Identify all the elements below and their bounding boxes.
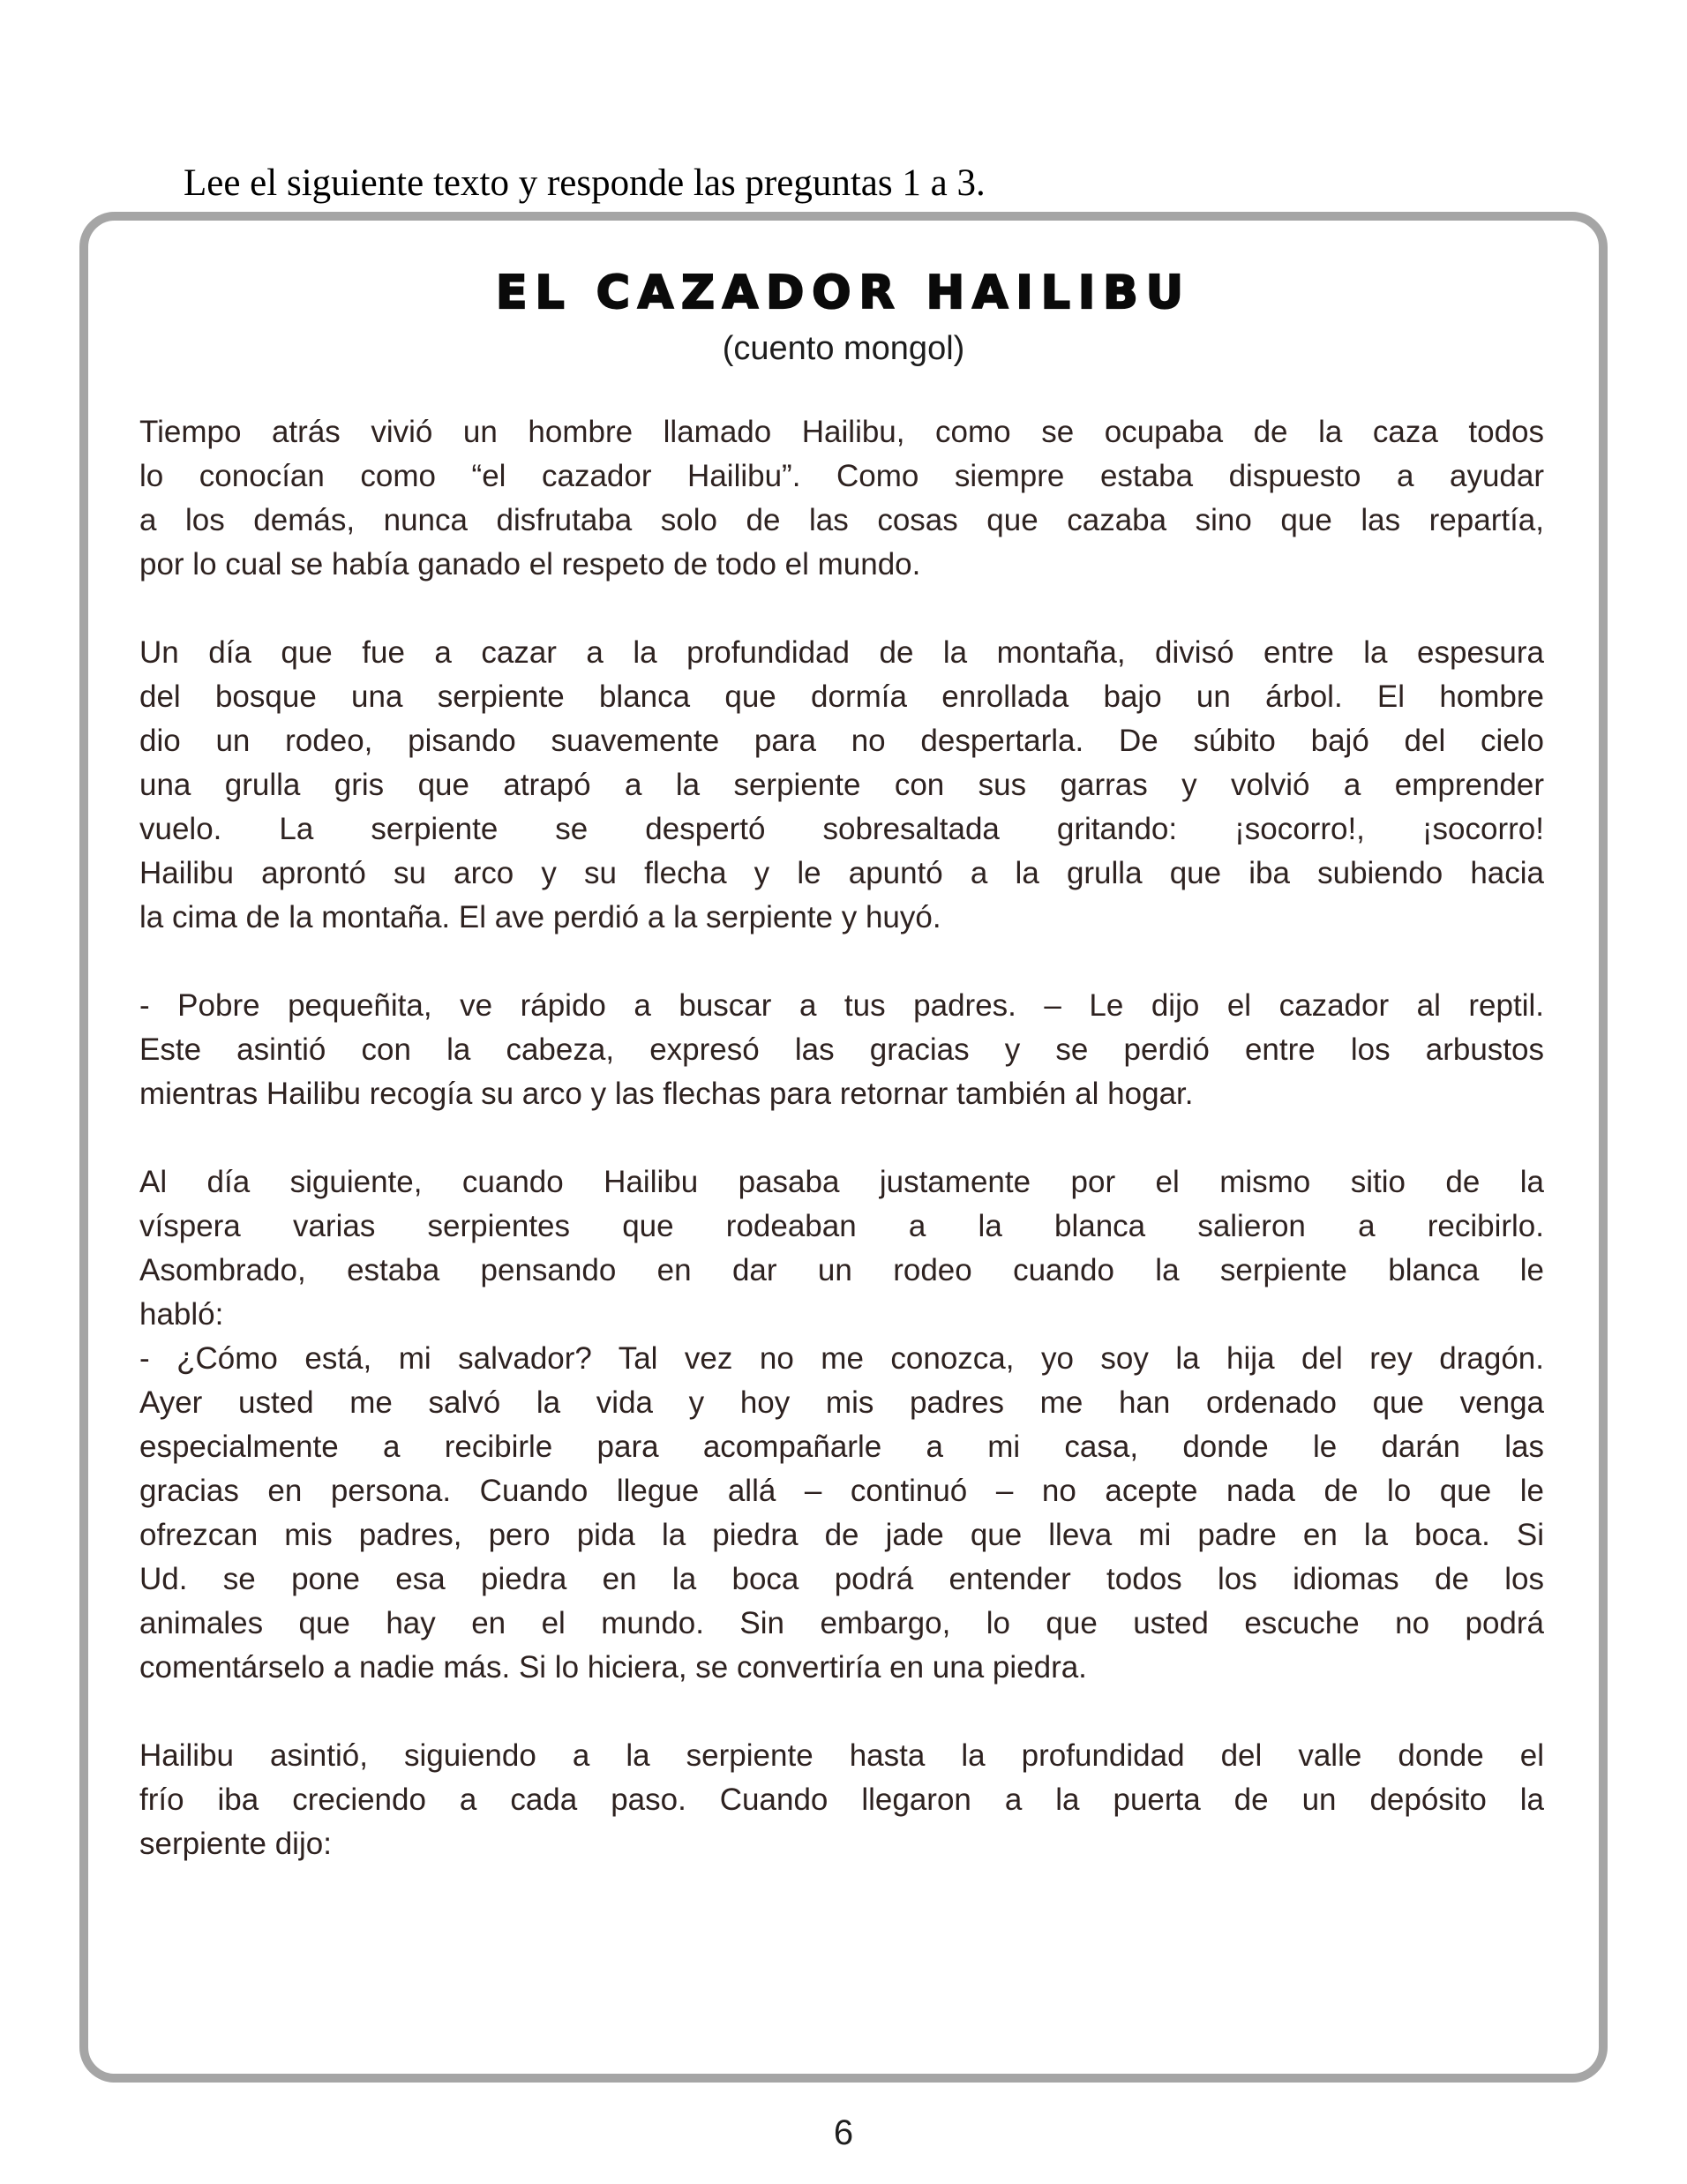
story-line: habló:	[139, 1297, 224, 1332]
story-line: mientras Hailibu recogía su arco y las flechas para retornar también al hogar.	[139, 1077, 1194, 1111]
story-line: Un día que fue a cazar a la profundidad de la montaña, divisó entre la espesura	[139, 635, 1544, 670]
instruction-text: Lee el siguiente texto y responde las preguntas 1 a 3.	[184, 162, 986, 204]
story-line: del bosque una serpiente blanca que dormía enrollada bajo un árbol. El hombre	[139, 679, 1544, 714]
story-line: comentárselo a nadie más. Si lo hiciera, se convertiría en una piedra.	[139, 1650, 1087, 1685]
story-paragraph	[139, 1160, 1544, 1337]
story-paragraphs	[139, 410, 1544, 1866]
story-line: Asombrado, estaba pensando en dar un rodeo cuando la serpiente blanca le	[139, 1253, 1544, 1287]
story-line: dio un rodeo, pisando suavemente para no despertarla. De súbito bajó del cielo	[139, 724, 1544, 758]
story-box	[79, 212, 1608, 2083]
story-line: Hailibu asintió, siguiendo a la serpiente hasta la profundidad del valle donde el	[139, 1738, 1544, 1773]
story-line: ofrezcan mis padres, pero pida la piedra de jade que lleva mi padre en la boca. Si	[139, 1518, 1544, 1552]
story-line: serpiente dijo:	[139, 1827, 332, 1861]
story-line: Hailibu aprontó su arco y su flecha y le apuntó a la grulla que iba subiendo hacia	[139, 856, 1544, 890]
story-line: vuelo. La serpiente se despertó sobresaltada gritando: ¡socorro!, ¡socorro!	[139, 812, 1544, 846]
story-line: por lo cual se había ganado el respeto de todo el mundo.	[139, 547, 921, 582]
story-line: Ayer usted me salvó la vida y hoy mis padres me han ordenado que venga	[139, 1385, 1544, 1420]
story-line: frío iba creciendo a cada paso. Cuando llegaron a la puerta de un depósito la	[139, 1782, 1544, 1817]
story-line: - ¿Cómo está, mi salvador? Tal vez no me conozca, yo soy la hija del rey dragón.	[139, 1341, 1544, 1376]
story-line: Este asintió con la cabeza, expresó las gracias y se perdió entre los arbustos	[139, 1032, 1544, 1067]
story-subtitle: (cuento mongol)	[722, 330, 965, 367]
story-line: Tiempo atrás vivió un hombre llamado Hailibu, como se ocupaba de la caza todos	[139, 415, 1544, 449]
story-line: especialmente a recibirle para acompañarle a mi casa, donde le darán las	[139, 1430, 1544, 1464]
story-paragraph	[139, 410, 1544, 587]
story-line: a los demás, nunca disfrutaba solo de las cosas que cazaba sino que las repartía,	[139, 503, 1544, 537]
story-line: la cima de la montaña. El ave perdió a la serpiente y huyó.	[139, 900, 941, 934]
story-line: Ud. se pone esa piedra en la boca podrá entender todos los idiomas de los	[139, 1562, 1544, 1596]
story-paragraph	[139, 984, 1544, 1116]
page-number: 6	[833, 2113, 854, 2152]
story-title: EL CAZADOR HAILIBU	[495, 266, 1192, 319]
story-line: lo conocían como “el cazador Hailibu”. Como siempre estaba dispuesto a ayudar	[139, 459, 1544, 493]
story-line: una grulla gris que atrapó a la serpiente con sus garras y volvió a emprender	[139, 768, 1544, 802]
story-line: gracias en persona. Cuando llegue allá – continuó – no acepte nada de lo que le	[139, 1474, 1544, 1508]
story-paragraph	[139, 1734, 1544, 1866]
story-line: Al día siguiente, cuando Hailibu pasaba justamente por el mismo sitio de la	[139, 1165, 1544, 1199]
story-paragraph	[139, 631, 1544, 940]
story-line: víspera varias serpientes que rodeaban a la blanca salieron a recibirlo.	[139, 1209, 1544, 1243]
story-line: - Pobre pequeñita, ve rápido a buscar a tus padres. – Le dijo el cazador al reptil.	[139, 988, 1544, 1023]
story-line: animales que hay en el mundo. Sin embargo, lo que usted escuche no podrá	[139, 1606, 1544, 1640]
story-paragraph	[139, 1337, 1544, 1690]
